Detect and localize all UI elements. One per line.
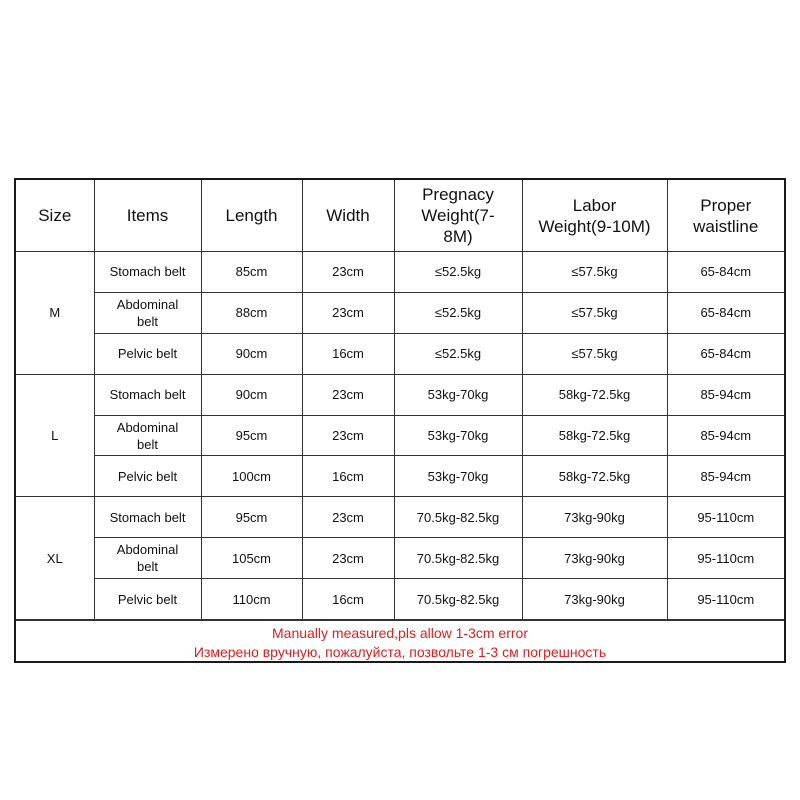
pregnancy-weight-cell: ≤52.5kg <box>394 333 522 374</box>
header-width: Width <box>302 180 394 252</box>
size-cell: XL <box>16 497 94 620</box>
table-row <box>16 538 784 579</box>
header-items: Items <box>94 180 201 252</box>
width-cell: 16cm <box>302 456 394 497</box>
length-cell: 90cm <box>201 374 302 415</box>
item-label: Stomach belt <box>109 387 186 403</box>
size-cell: M <box>16 252 94 375</box>
width-cell: 23cm <box>302 252 394 293</box>
item-label: Pelvic belt <box>117 346 178 362</box>
item-cell <box>94 456 201 497</box>
pregnancy-weight-cell: 53kg-70kg <box>394 456 522 497</box>
table-row <box>16 579 784 620</box>
pregnancy-weight-cell: ≤52.5kg <box>394 292 522 333</box>
pregnancy-weight-cell: 53kg-70kg <box>394 415 522 456</box>
waistline-cell: 85-94cm <box>667 374 784 415</box>
labor-weight-cell: 58kg-72.5kg <box>522 415 667 456</box>
labor-weight-cell: ≤57.5kg <box>522 292 667 333</box>
item-cell <box>94 333 201 374</box>
width-cell: 16cm <box>302 579 394 620</box>
length-cell: 110cm <box>201 579 302 620</box>
item-cell <box>94 292 201 333</box>
size-chart <box>14 178 786 663</box>
header-size: Size <box>16 180 94 252</box>
table-row <box>16 415 784 456</box>
item-label: Stomach belt <box>109 509 186 525</box>
measurement-note <box>16 620 784 661</box>
labor-weight-cell: 73kg-90kg <box>522 497 667 538</box>
waistline-cell: 65-84cm <box>667 333 784 374</box>
item-label: Pelvic belt <box>117 468 178 484</box>
header-pregnancy-weight: Pregnacy Weight(7-8M) <box>394 180 522 252</box>
item-cell <box>94 497 201 538</box>
labor-weight-cell: 73kg-90kg <box>522 538 667 579</box>
item-label: Stomach belt <box>109 264 186 280</box>
item-label: Abdominal belt <box>116 542 179 575</box>
waistline-cell: 95-110cm <box>667 538 784 579</box>
waistline-cell: 65-84cm <box>667 252 784 293</box>
table-row <box>16 252 784 293</box>
length-cell: 88cm <box>201 292 302 333</box>
width-cell: 16cm <box>302 333 394 374</box>
length-cell: 95cm <box>201 497 302 538</box>
table-row <box>16 374 784 415</box>
length-cell: 85cm <box>201 252 302 293</box>
pregnancy-weight-cell: 70.5kg-82.5kg <box>394 497 522 538</box>
item-label: Abdominal belt <box>116 419 179 452</box>
size-cell: L <box>16 374 94 497</box>
note-russian: Измерено вручную, пожалуйста, позвольте 1-3 см погрешность <box>193 644 607 661</box>
labor-weight-cell: 73kg-90kg <box>522 579 667 620</box>
pregnancy-weight-cell: 70.5kg-82.5kg <box>394 579 522 620</box>
waistline-cell: 85-94cm <box>667 456 784 497</box>
width-cell: 23cm <box>302 497 394 538</box>
header-waistline: Proper waistline <box>667 180 784 252</box>
table-row <box>16 456 784 497</box>
item-cell <box>94 579 201 620</box>
size-table <box>16 180 784 620</box>
table-row <box>16 497 784 538</box>
pregnancy-weight-cell: ≤52.5kg <box>394 252 522 293</box>
waistline-cell: 95-110cm <box>667 579 784 620</box>
width-cell: 23cm <box>302 374 394 415</box>
header-length: Length <box>201 180 302 252</box>
labor-weight-cell: 58kg-72.5kg <box>522 456 667 497</box>
waistline-cell: 85-94cm <box>667 415 784 456</box>
labor-weight-cell: ≤57.5kg <box>522 333 667 374</box>
width-cell: 23cm <box>302 415 394 456</box>
length-cell: 90cm <box>201 333 302 374</box>
pregnancy-weight-cell: 53kg-70kg <box>394 374 522 415</box>
item-cell <box>94 252 201 293</box>
labor-weight-cell: ≤57.5kg <box>522 252 667 293</box>
width-cell: 23cm <box>302 292 394 333</box>
length-cell: 100cm <box>201 456 302 497</box>
waistline-cell: 95-110cm <box>667 497 784 538</box>
pregnancy-weight-cell: 70.5kg-82.5kg <box>394 538 522 579</box>
table-row <box>16 333 784 374</box>
note-english: Manually measured,pls allow 1-3cm error <box>272 625 528 642</box>
waistline-cell: 65-84cm <box>667 292 784 333</box>
item-label: Pelvic belt <box>117 591 178 607</box>
item-cell <box>94 374 201 415</box>
item-cell <box>94 538 201 579</box>
header-row <box>16 180 784 252</box>
item-cell <box>94 415 201 456</box>
length-cell: 105cm <box>201 538 302 579</box>
header-labor-weight: Labor Weight(9-10M) <box>522 180 667 252</box>
width-cell: 23cm <box>302 538 394 579</box>
length-cell: 95cm <box>201 415 302 456</box>
table-row <box>16 292 784 333</box>
item-label: Abdominal belt <box>116 296 179 329</box>
labor-weight-cell: 58kg-72.5kg <box>522 374 667 415</box>
